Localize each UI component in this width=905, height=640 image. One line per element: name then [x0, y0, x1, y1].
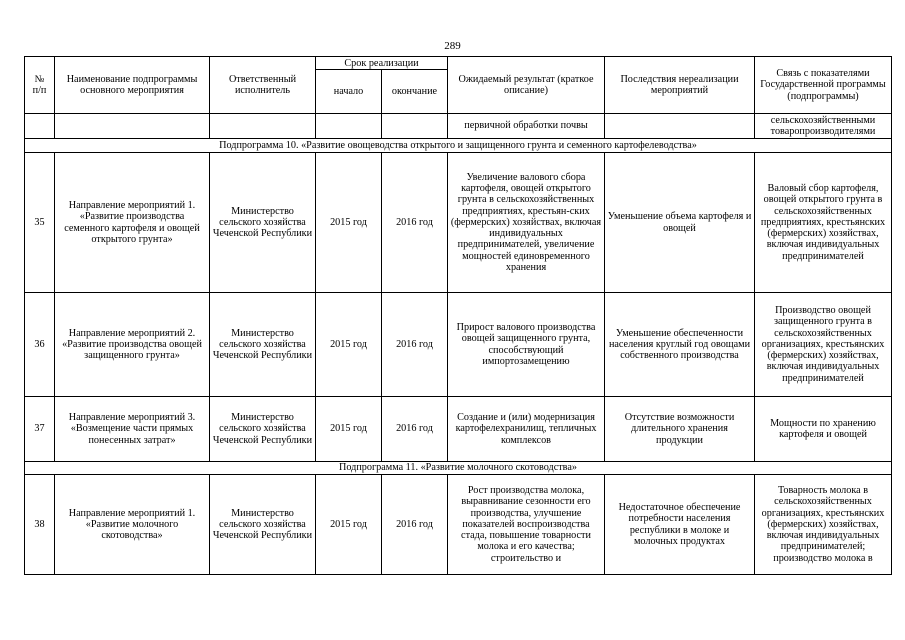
header-result: Ожидаемый результат (краткое описание) [448, 57, 605, 114]
row-start: 2015 год [316, 153, 382, 293]
row-consequences: Отсутствие возможности длительного хранения продукции [605, 397, 755, 462]
row-result: Рост производства молока, выравнивание сезонности его производства, улучшение показателей воспроизводства стада, повышение товарности молока и его качества; строительство и [448, 475, 605, 575]
row-num: 36 [25, 293, 55, 397]
continuation-result: первичной обработки почвы [448, 114, 605, 139]
row-executor: Министерство сельского хозяйства Чеченской Республики [210, 153, 316, 293]
header-period: Срок реализации [316, 57, 448, 70]
program-table [24, 56, 892, 575]
row-name: Направление мероприятий 3. «Возмещение части прямых понесенных затрат» [55, 397, 210, 462]
row-start: 2015 год [316, 293, 382, 397]
row-result: Создание и (или) модернизация картофелехранилищ, тепличных комплексов [448, 397, 605, 462]
header-consequences: Последствия нереализации мероприятий [605, 57, 755, 114]
row-link: Производство овощей защищенного грунта в сельскохозяйственных организациях, крестьянских (фермерских) хозяйствах, включая индивидуальных предпринимателей [755, 293, 892, 397]
header-name: Наименование подпрограммы основного мероприятия [55, 57, 210, 114]
row-link: Товарность молока в сельскохозяйственных организациях, крестьянских (фермерских) хозяйствах, включая индивидуальных предпринимателей; производство молока в [755, 475, 892, 575]
row-end: 2016 год [382, 293, 448, 397]
subprogram-10-title: Подпрограмма 10. «Развитие овощеводства открытого и защищенного грунта и семенного картофелеводства» [25, 139, 892, 153]
row-start: 2015 год [316, 475, 382, 575]
row-executor: Министерство сельского хозяйства Чеченской Республики [210, 475, 316, 575]
row-name: Направление мероприятий 2. «Развитие производства овощей защищенного грунта» [55, 293, 210, 397]
header-end: окончание [382, 70, 448, 114]
row-executor: Министерство сельского хозяйства Чеченской Республики [210, 397, 316, 462]
row-end: 2016 год [382, 397, 448, 462]
row-num: 35 [25, 153, 55, 293]
row-end: 2016 год [382, 475, 448, 575]
row-consequences: Недостаточное обеспечение потребности населения республики в молоке и молочных продуктах [605, 475, 755, 575]
subprogram-row [25, 139, 892, 153]
row-result: Увеличение валового сбора картофеля, овощей открытого грунта в сельскохозяйственных предприятиях, крестьян-ских (фермерских) хозяйствах, включая индивидуальных предпринимателей, увеличение мощностей единовременного хранения [448, 153, 605, 293]
continuation-row [25, 114, 892, 139]
header-num: № п/п [25, 57, 55, 114]
row-start: 2015 год [316, 397, 382, 462]
subprogram-11-title: Подпрограмма 11. «Развитие молочного скотоводства» [25, 462, 892, 475]
row-consequences: Уменьшение объема картофеля и овощей [605, 153, 755, 293]
table-row [25, 293, 892, 397]
header-row-1 [25, 57, 892, 70]
row-name: Направление мероприятий 1. «Развитие молочного скотоводства» [55, 475, 210, 575]
page-number: 289 [444, 40, 461, 52]
row-link: Мощности по хранению картофеля и овощей [755, 397, 892, 462]
header-link: Связь с показателями Государственной программы (подпрограммы) [755, 57, 892, 114]
row-executor: Министерство сельского хозяйства Чеченской Республики [210, 293, 316, 397]
table-row [25, 475, 892, 575]
row-result: Прирост валового производства овощей защищенного грунта, способствующий импортозамещению [448, 293, 605, 397]
row-name: Направление мероприятий 1. «Развитие производства семенного картофеля и овощей открытого грунта» [55, 153, 210, 293]
header-start: начало [316, 70, 382, 114]
row-num: 37 [25, 397, 55, 462]
continuation-link: сельскохозяйственными товаропроизводителями [755, 114, 892, 139]
row-consequences: Уменьшение обеспеченности населения круглый год овощами собственного производства [605, 293, 755, 397]
row-link: Валовый сбор картофеля, овощей открытого грунта в сельскохозяйственных предприятиях, крестьянских (фермерских) хозяйствах, включая индивидуальных предпринимателей [755, 153, 892, 293]
header-executor: Ответственный исполнитель [210, 57, 316, 114]
table-row [25, 153, 892, 293]
table-row [25, 397, 892, 462]
row-num: 38 [25, 475, 55, 575]
row-end: 2016 год [382, 153, 448, 293]
subprogram-row [25, 462, 892, 475]
